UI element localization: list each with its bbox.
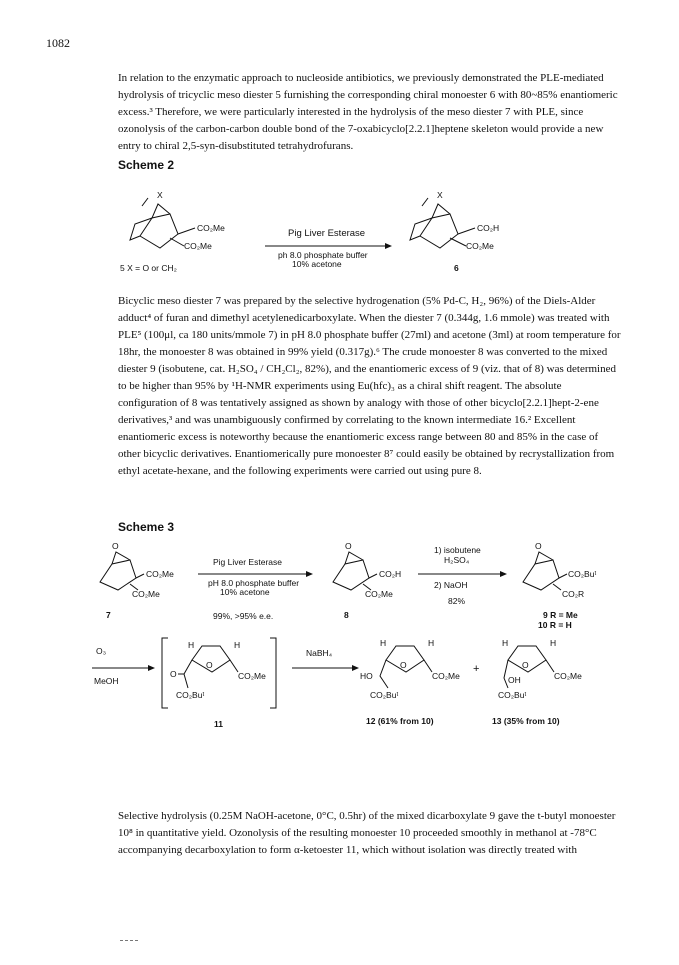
scheme-3-heading: Scheme 3 [118,520,175,534]
paragraph-final-text: Selective hydrolysis (0.25M NaOH-acetone, 0°C, 0.5hr) of the mixed dicarboxylate 9 gave the t-butyl monoester 10⁸ in quantitative yield. Ozonolysis of the resulting monoester 10 proceeded smoothly in methanol at -78°C accompanying decarboxylation to form α-ketoester 11, which without isolation was directly treated with [118,810,616,856]
c11-ring-o: O [206,660,213,670]
paragraph-intro-text: In relation to the enzymatic approach to nucleoside antibiotics, we previously demonstrated the PLE-mediated hydrolysis of tricyclic meso diester 5 furnishing the corresponding chiral monoester 6 with 80~85% enantiomeric excess.³ Therefore, we were particularly interested in the hydrolysis of the meso diester 7 with PLE, since ozonolysis of the carbon-carbon double bond of the 7-oxabicyclo[2.2.1]heptene skeleton would provide a new entry to chiral 2,5-syn-disubstituted tetrahydrofurans. [118,72,618,152]
compound-12-structure [360,638,460,700]
step2-reagent-2: H₂SO₄ [444,555,470,565]
compound-12-label: 12 (61% from 10) [366,716,434,726]
right-sub-2: CO₂Me [466,241,494,251]
o-label-7: O [112,541,119,551]
right-sub-1: CO₂H [477,223,500,233]
meoh-label: MeOH [94,676,119,686]
c13-sub-2: CO₂Buᵗ [498,690,527,700]
c12-sub-1: CO₂Me [432,671,460,681]
c9-sub-2: CO₂R [562,589,585,599]
compound-5-structure [130,190,225,251]
o-label-9: O [535,541,542,551]
page-number: 1082 [46,36,70,50]
bracket-left [162,638,168,708]
compound-5-label: 5 X = O or CH₂ [120,263,177,273]
left-sub-1: CO₂Me [197,223,225,233]
compound-9-structure [523,541,596,599]
c8-sub-2: CO₂Me [365,589,393,599]
c11-h-left: H [188,640,195,650]
paragraph-body [118,293,622,480]
compound-9-label: 9 R = Me [543,610,578,620]
compound-8-structure [333,541,401,599]
compound-13-structure [498,638,582,700]
compound-11-label: 11 [214,719,223,729]
c12-ring-o: O [400,660,407,670]
c12-h-right: H [428,638,435,648]
step1-cond-2: 10% acetone [220,587,270,597]
compound-8-label: 8 [344,610,349,620]
bracket-right [270,638,276,708]
c11-sub-2: CO₂Buᵗ [176,690,205,700]
c12-ho: HO [360,671,373,681]
scheme-2-diagram [100,176,580,276]
paragraph-intro [118,70,622,155]
c12-h-left: H [380,638,387,648]
step2-yield: 82% [448,596,466,606]
compound-11-structure [170,640,266,700]
compound-7-structure [100,541,174,599]
scheme-2-cond-1: ph 8.0 phosphate buffer [278,250,368,260]
step2-reagent-3: 2) NaOH [434,580,468,590]
ozone-label: O₃ [96,646,107,656]
scheme-2-heading: Scheme 2 [118,158,175,172]
c13-h-left: H [502,638,509,648]
c13-h-right: H [550,638,557,648]
step1-cond-1: pH 8.0 phosphate buffer [208,578,300,588]
c13-oh: OH [508,675,521,685]
paragraph-body-text: Bicyclic meso diester 7 was prepared by the selective hydrogenation (5% Pd-C, H₂, 96%) of the Diels-Alder adduct⁴ of furan and dimethyl acetylenedicarboxylate. When the diester 7 (0.344g, 1.6 mmole) was treated with PLE⁵ (100μl, ca 180 units/mmole 7) in pH 8.0 phosphate buffer (27ml) and acetone (3ml) at room temperature for 18hr, the monoester 8 was obtained in 99% yield (0.317g).⁶ The crude monoester 8 was converted to the mixed diester 9 (isobutene, cat. H₂SO₄ / CH₂Cl₂, 82%), and the enantiomeric excess of 9 (viz. that of 8) was determined to be higher than 95% by ¹H-NMR experiments using Eu(hfc)₃ as a chiral shift reagent. The absolute configuration of 8 was tentatively assigned as shown by analogy with those of other bicyclo[2.2.1]hept-2-ene derivatives,³ and was unambiguously confirmed by correlating to the known intermediate 16.² Excellent enantiomeric excess is noteworthy because the enantiomeric excess range between 80 and 85% in the case of other bicyclic derivatives. Enantiomerically pure monoester 8⁷ could easily be obtained by recrystallization from ethyl acetate-hexane, and the following experiments were carried out using pure 8. [118,295,621,477]
o-label-8: O [345,541,352,551]
compound-10-label: 10 R = H [538,620,572,630]
scheme-2-reagent: Pig Liver Esterase [288,228,366,239]
compound-13-label: 13 (35% from 10) [492,716,560,726]
page-footer-mark [120,940,138,941]
c8-sub-1: CO₂H [379,569,402,579]
plus-sign: + [473,663,480,675]
c7-sub-1: CO₂Me [146,569,174,579]
x-label-right: X [437,190,443,200]
c9-sub-1: CO₂Buᵗ [568,569,597,579]
scheme-2-cond-2: 10% acetone [292,259,342,269]
c12-sub-2: CO₂Buᵗ [370,690,399,700]
compound-6-structure [410,190,499,251]
nabh4-label: NaBH₄ [306,648,333,658]
c11-h-right: H [234,640,241,650]
x-label-left: X [157,190,163,200]
scheme-3-diagram [88,538,608,800]
c11-sub-1: CO₂Me [238,671,266,681]
compound-7-label: 7 [106,610,111,620]
c7-sub-2: CO₂Me [132,589,160,599]
compound-6-label: 6 [454,263,459,273]
step1-reagent: Pig Liver Esterase [213,557,282,567]
step1-yield: 99%, >95% e.e. [213,611,274,621]
c11-keto-o: O [170,669,177,679]
left-sub-2: CO₂Me [184,241,212,251]
c13-sub-1: CO₂Me [554,671,582,681]
paragraph-final [118,808,622,859]
step2-reagent-1: 1) isobutene [434,545,481,555]
c13-ring-o: O [522,660,529,670]
